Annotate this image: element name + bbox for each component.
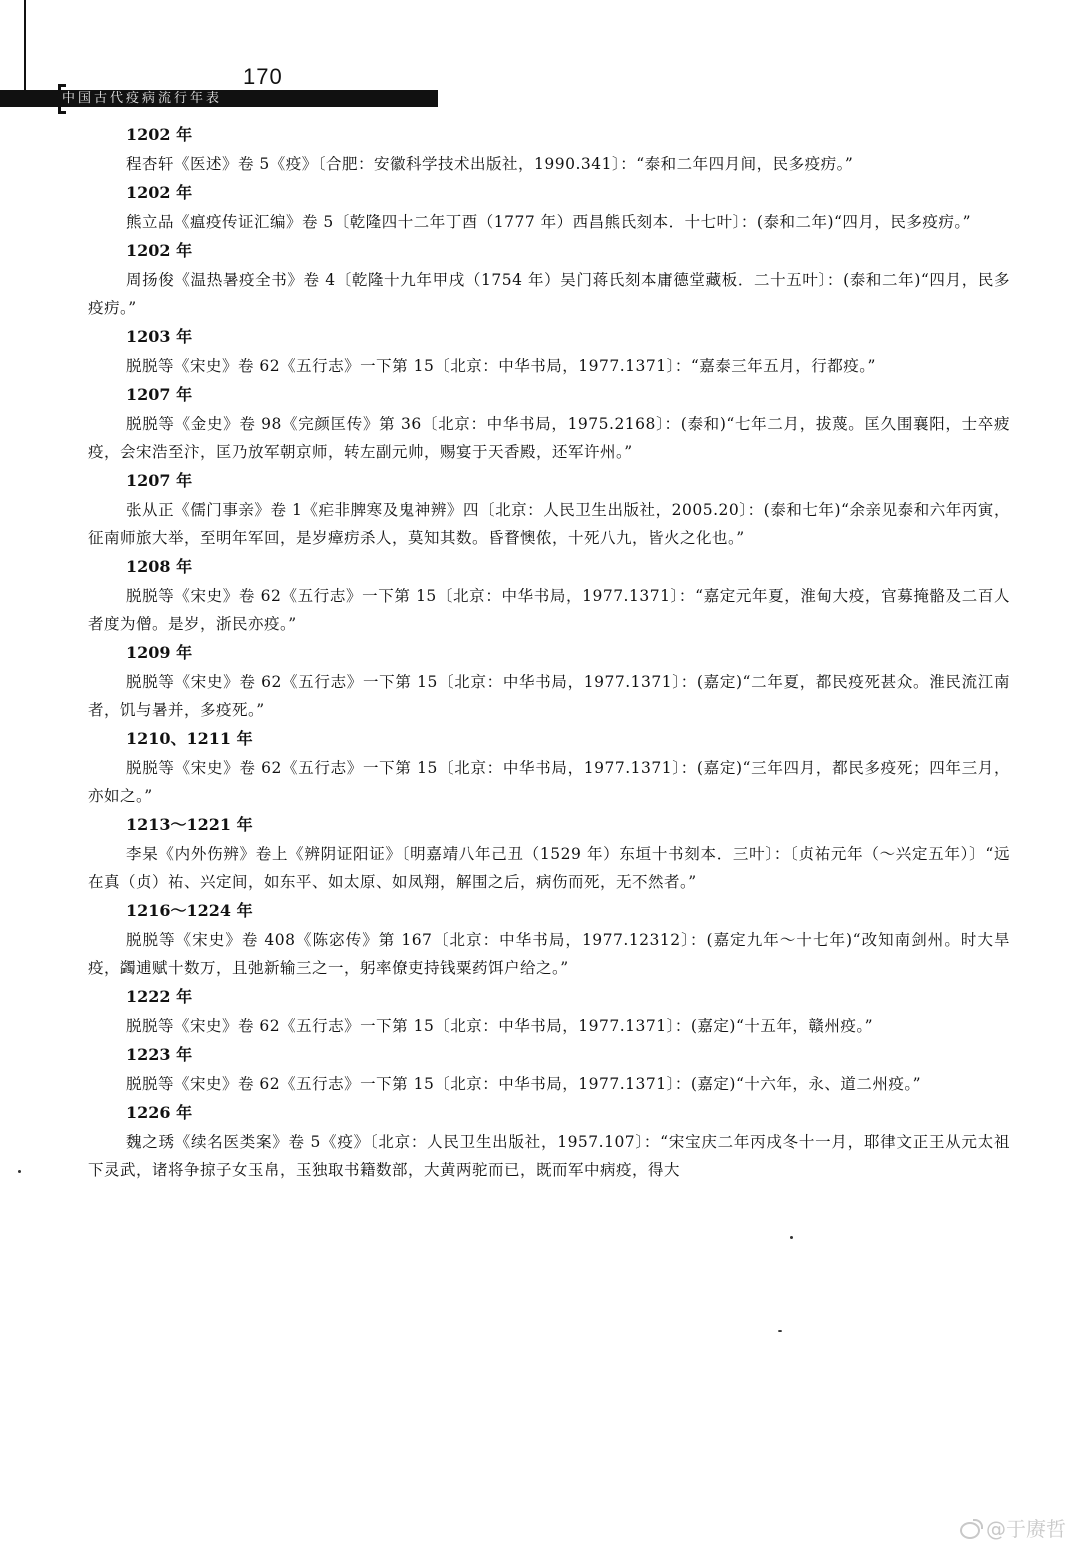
- entry-year: 1203 年: [126, 327, 193, 346]
- weibo-icon: [960, 1519, 982, 1537]
- entry-year: 1208 年: [126, 557, 193, 576]
- entry-citation: 周扬俊《温热暑疫全书》卷 4〔乾隆十九年甲戌（1754 年）吴门蒋氏刻本庸德堂藏板．二十五叶〕：(泰和二年)“四月，民多疫疠。”: [88, 271, 1010, 317]
- record-entry: [88, 638, 1010, 724]
- entry-citation: 脱脱等《宋史》卷 62《五行志》一下第 15〔北京：中华书局，1977.1371〕：(嘉定)“十六年，永、道二州疫。”: [126, 1075, 922, 1093]
- entry-citation: 脱脱等《宋史》卷 62《五行志》一下第 15〔北京：中华书局，1977.1371〕：“嘉定元年夏，淮甸大疫，官募掩骼及二百人者度为僧。是岁，浙民亦疫。”: [88, 587, 1010, 633]
- entry-year: 1202 年: [126, 183, 193, 202]
- running-header-title: 中国古代疫病流行年表: [62, 91, 223, 106]
- entry-citation: 魏之琇《续名医类案》卷 5《疫》〔北京：人民卫生出版社，1957.107〕：“宋宝庆二年丙戌冬十一月，耶律文正王从元太祖下灵武，诸将争掠子女玉帛，玉独取书籍数部，大黄两驼而已，既而军中病疫，得大: [88, 1133, 1010, 1179]
- record-entry: [88, 466, 1010, 552]
- entry-citation: 脱脱等《宋史》卷 62《五行志》一下第 15〔北京：中华书局，1977.1371〕：(嘉定)“三年四月，都民多疫死；四年三月，亦如之。”: [88, 759, 1010, 805]
- entry-year: 1216～1224 年: [126, 901, 253, 920]
- record-entry: [88, 380, 1010, 466]
- left-margin-rule: [24, 0, 26, 90]
- document-body: [88, 120, 1010, 1184]
- entry-year: 1213～1221 年: [126, 815, 253, 834]
- entry-citation: 张从正《儒门事亲》卷 1《疟非脾寒及鬼神辨》四〔北京：人民卫生出版社，2005.20〕：(泰和七年)“余亲见泰和六年丙寅，征南师旅大举，至明年军回，是岁瘴疠杀人，莫知其数。昏瞀懊侬，十死八九，皆火之化也。”: [88, 501, 1010, 547]
- record-entry: [88, 236, 1010, 322]
- record-entry: [88, 178, 1010, 236]
- header-bracket-mark: [58, 84, 66, 114]
- entry-citation: 脱脱等《宋史》卷 62《五行志》一下第 15〔北京：中华书局，1977.1371〕：(嘉定)“十五年，赣州疫。”: [126, 1017, 874, 1035]
- entry-citation: 脱脱等《金史》卷 98《完颜匡传》第 36〔北京：中华书局，1975.2168〕：(泰和)“七年二月，拔蔑。匡久围襄阳，士卒疲疫，会宋浩至汴，匡乃放军朝京师，转左副元帅，赐宴于天香殿，还军许州。”: [88, 415, 1010, 461]
- watermark: [960, 1513, 1066, 1542]
- entry-citation: 李杲《内外伤辨》卷上《辨阴证阳证》〔明嘉靖八年己丑（1529 年）东垣十书刻本．三叶〕：〔贞祐元年（～兴定五年）〕“远在真（贞）祐、兴定间，如东平、如太原、如凤翔，解围之后，病伤而死，无不然者。”: [88, 845, 1010, 891]
- record-entry: [88, 1098, 1010, 1184]
- record-entry: [88, 810, 1010, 896]
- entry-year: 1222 年: [126, 987, 193, 1006]
- scan-speck: [790, 1236, 793, 1239]
- entry-citation: 熊立品《瘟疫传证汇编》卷 5〔乾隆四十二年丁酉（1777 年）西昌熊氏刻本．十七叶〕：(泰和二年)“四月，民多疫疠。”: [126, 213, 972, 231]
- entry-year: 1207 年: [126, 471, 193, 490]
- entry-year: 1207 年: [126, 385, 193, 404]
- page-number: 170: [243, 64, 283, 89]
- record-entry: [88, 120, 1010, 178]
- record-entry: [88, 896, 1010, 982]
- entry-year: 1209 年: [126, 643, 193, 662]
- watermark-text: @于赓哲: [986, 1517, 1066, 1541]
- entry-citation: 程杏轩《医述》卷 5《疫》〔合肥：安徽科学技术出版社，1990.341〕：“泰和二年四月间，民多疫疠。”: [126, 155, 854, 173]
- entry-citation: 脱脱等《宋史》卷 62《五行志》一下第 15〔北京：中华书局，1977.1371〕：(嘉定)“二年夏，都民疫死甚众。淮民流江南者，饥与暑并，多疫死。”: [88, 673, 1010, 719]
- scan-speck: [778, 1330, 782, 1332]
- entry-year: 1202 年: [126, 241, 193, 260]
- scan-speck: [18, 1170, 21, 1173]
- entry-year: 1210、1211 年: [126, 729, 253, 748]
- entry-citation: 脱脱等《宋史》卷 62《五行志》一下第 15〔北京：中华书局，1977.1371〕：“嘉泰三年五月，行都疫。”: [126, 357, 876, 375]
- record-entry: [88, 982, 1010, 1040]
- record-entry: [88, 552, 1010, 638]
- entry-citation: 脱脱等《宋史》卷 408《陈宓传》第 167〔北京：中华书局，1977.12312〕：(嘉定九年～十七年)“改知南剑州。时大旱疫，蠲逋赋十数万，且弛新输三之一，躬率僚吏持钱粟药饵户给之。”: [88, 931, 1010, 977]
- record-entry: [88, 322, 1010, 380]
- record-entry: [88, 1040, 1010, 1098]
- entry-year: 1223 年: [126, 1045, 193, 1064]
- entry-year: 1226 年: [126, 1103, 193, 1122]
- record-entry: [88, 724, 1010, 810]
- entry-year: 1202 年: [126, 125, 193, 144]
